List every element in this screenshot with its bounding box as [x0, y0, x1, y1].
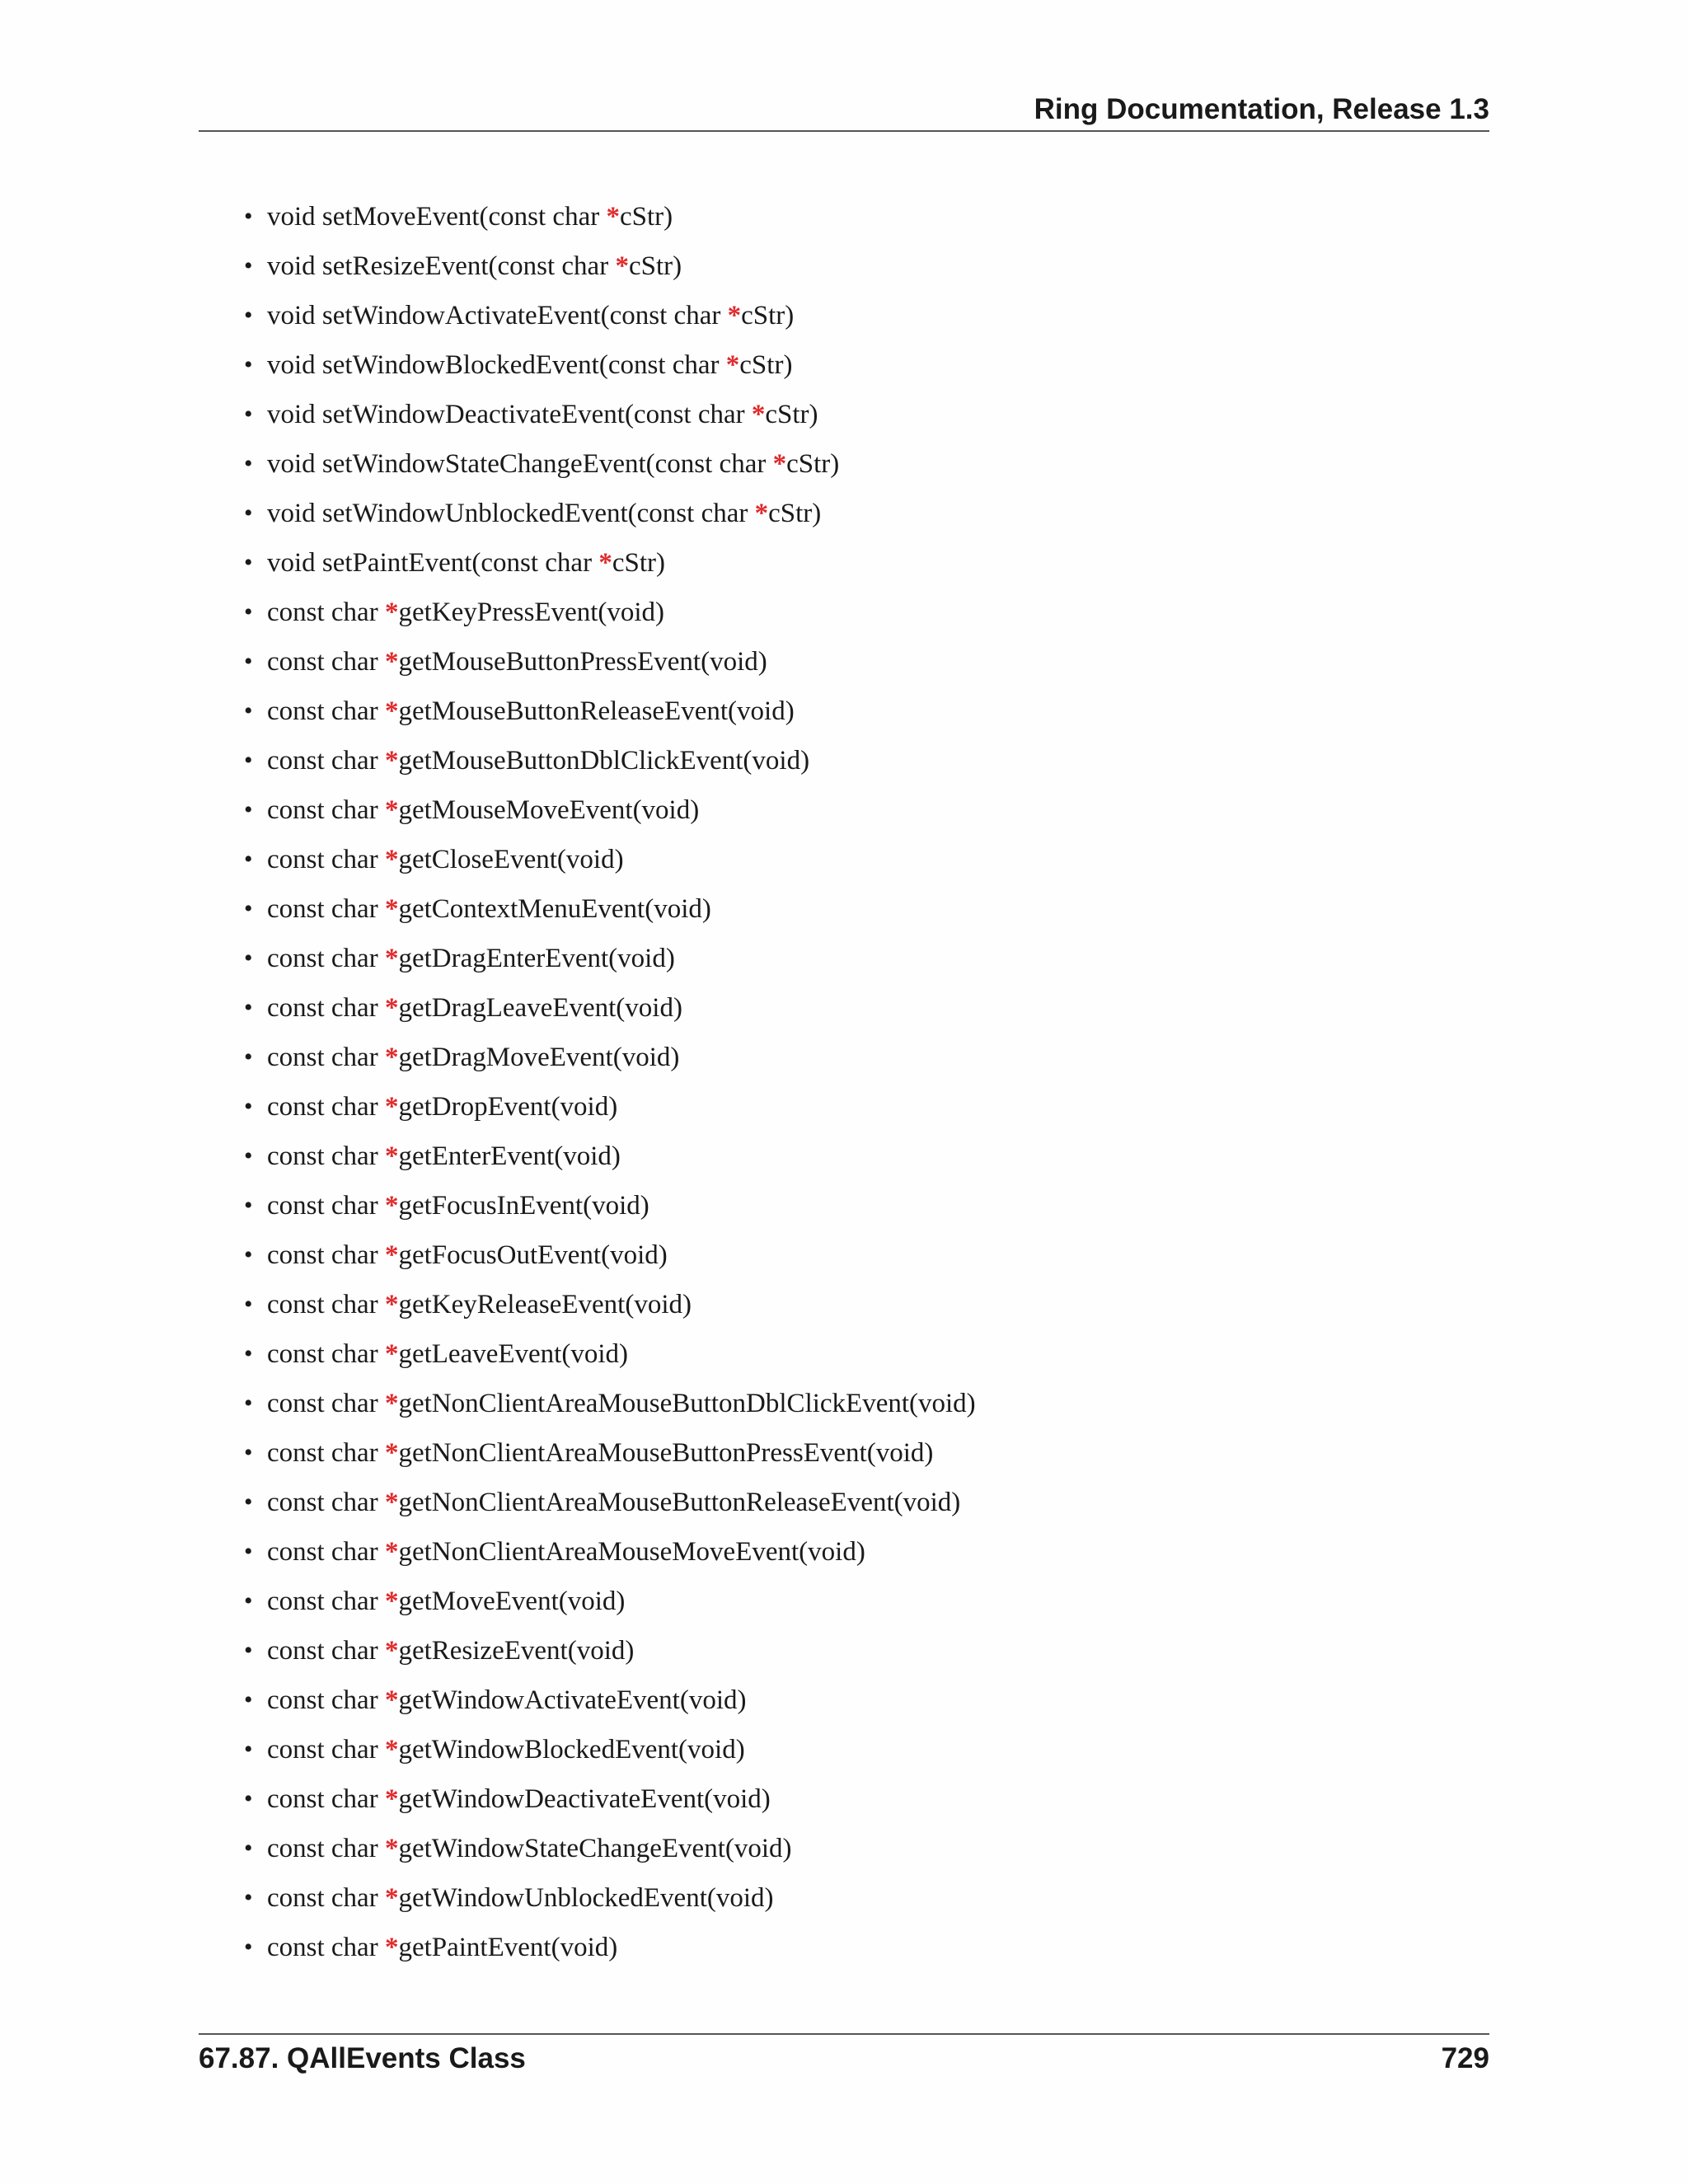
signature-suffix: cStr) — [786, 449, 840, 479]
bullet-icon: • — [244, 1291, 253, 1318]
list-item — [244, 1428, 976, 1478]
pointer-star: * — [384, 1438, 399, 1468]
bullet-icon: • — [244, 1192, 253, 1219]
list-item — [244, 1675, 976, 1725]
signature-prefix: const char — [267, 1933, 385, 1962]
signature-suffix: cStr) — [768, 499, 822, 528]
pointer-star: * — [384, 795, 399, 825]
list-item — [244, 390, 976, 439]
signature-suffix: getDropEvent(void) — [398, 1092, 618, 1122]
bullet-icon: • — [244, 1587, 253, 1615]
pointer-star: * — [384, 647, 399, 677]
list-item — [244, 588, 976, 637]
pointer-star: * — [384, 1883, 399, 1913]
bullet-icon: • — [244, 401, 253, 428]
list-item — [244, 340, 976, 390]
bullet-icon: • — [244, 1043, 253, 1071]
bullet-icon: • — [244, 648, 253, 675]
bullet-icon: • — [244, 203, 253, 230]
signature-suffix: cStr) — [619, 202, 673, 232]
bullet-icon: • — [244, 1538, 253, 1565]
page-header-title: Ring Documentation, Release 1.3 — [1034, 93, 1489, 125]
signature-prefix: const char — [267, 944, 385, 973]
list-item — [244, 241, 976, 291]
signature-suffix: getMouseButtonDblClickEvent(void) — [398, 746, 810, 776]
function-list — [244, 192, 976, 1972]
pointer-star: * — [598, 548, 612, 578]
list-item — [244, 1132, 976, 1181]
bullet-icon: • — [244, 1390, 253, 1417]
signature-prefix: const char — [267, 1735, 385, 1765]
signature-suffix: getMouseButtonPressEvent(void) — [398, 647, 767, 677]
signature-prefix: const char — [267, 1389, 385, 1418]
list-item — [244, 1923, 976, 1972]
signature-prefix: const char — [267, 1092, 385, 1122]
list-item — [244, 835, 976, 884]
bullet-icon: • — [244, 1736, 253, 1763]
bullet-icon: • — [244, 994, 253, 1021]
list-item — [244, 291, 976, 340]
list-item — [244, 1181, 976, 1230]
list-item — [244, 489, 976, 538]
signature-suffix: cStr) — [765, 400, 818, 429]
bullet-icon: • — [244, 1488, 253, 1516]
signature-suffix: cStr) — [612, 548, 665, 578]
signature-suffix: getPaintEvent(void) — [398, 1933, 618, 1962]
signature-suffix: getFocusOutEvent(void) — [398, 1240, 668, 1270]
pointer-star: * — [606, 202, 620, 232]
signature-prefix: const char — [267, 1240, 385, 1270]
signature-prefix: const char — [267, 1586, 385, 1616]
signature-prefix: void setWindowUnblockedEvent(const char — [267, 499, 755, 528]
pointer-star: * — [384, 1240, 399, 1270]
bullet-icon: • — [244, 796, 253, 823]
signature-suffix: getNonClientAreaMouseButtonPressEvent(void) — [398, 1438, 934, 1468]
list-item — [244, 1082, 976, 1132]
list-item — [244, 538, 976, 588]
footer-rule — [199, 2033, 1489, 2035]
signature-suffix: cStr) — [741, 301, 795, 330]
bullet-icon: • — [244, 302, 253, 329]
pointer-star: * — [384, 1389, 399, 1418]
pointer-star: * — [384, 993, 399, 1023]
list-item — [244, 884, 976, 934]
signature-suffix: getMouseButtonReleaseEvent(void) — [398, 696, 795, 726]
list-item — [244, 1329, 976, 1379]
signature-prefix: const char — [267, 1438, 385, 1468]
list-item — [244, 1577, 976, 1626]
list-item — [244, 1379, 976, 1428]
bullet-icon: • — [244, 846, 253, 873]
bullet-icon: • — [244, 1686, 253, 1713]
signature-prefix: const char — [267, 1290, 385, 1319]
bullet-icon: • — [244, 598, 253, 626]
bullet-icon: • — [244, 1835, 253, 1862]
signature-suffix: getWindowActivateEvent(void) — [398, 1685, 747, 1715]
signature-prefix: const char — [267, 1141, 385, 1171]
pointer-star: * — [725, 350, 740, 380]
bullet-icon: • — [244, 1933, 253, 1961]
signature-suffix: getFocusInEvent(void) — [398, 1191, 649, 1221]
bullet-icon: • — [244, 351, 253, 378]
signature-prefix: const char — [267, 1339, 385, 1369]
signature-suffix: getDragLeaveEvent(void) — [398, 993, 682, 1023]
pointer-star: * — [754, 499, 769, 528]
signature-suffix: getNonClientAreaMouseMoveEvent(void) — [398, 1537, 865, 1567]
pointer-star: * — [384, 1735, 399, 1765]
pointer-star: * — [384, 1191, 399, 1221]
signature-prefix: const char — [267, 1685, 385, 1715]
signature-suffix: cStr) — [739, 350, 793, 380]
pointer-star: * — [384, 1092, 399, 1122]
pointer-star: * — [384, 1043, 399, 1072]
signature-prefix: void setWindowStateChangeEvent(const char — [267, 449, 773, 479]
signature-suffix: getResizeEvent(void) — [398, 1636, 635, 1666]
bullet-icon: • — [244, 1142, 253, 1169]
bullet-icon: • — [244, 1884, 253, 1911]
list-item — [244, 637, 976, 687]
bullet-icon: • — [244, 747, 253, 774]
signature-suffix: getWindowUnblockedEvent(void) — [398, 1883, 774, 1913]
list-item — [244, 1527, 976, 1577]
signature-prefix: const char — [267, 1488, 385, 1517]
signature-suffix: getContextMenuEvent(void) — [398, 894, 711, 924]
signature-prefix: const char — [267, 993, 385, 1023]
list-item — [244, 736, 976, 785]
signature-suffix: getWindowDeactivateEvent(void) — [398, 1784, 771, 1814]
bullet-icon: • — [244, 1785, 253, 1812]
pointer-star: * — [384, 1488, 399, 1517]
signature-suffix: cStr) — [628, 251, 682, 281]
pointer-star: * — [384, 598, 399, 627]
bullet-icon: • — [244, 252, 253, 279]
bullet-icon: • — [244, 1093, 253, 1120]
pointer-star: * — [384, 894, 399, 924]
list-item — [244, 1478, 976, 1527]
bullet-icon: • — [244, 944, 253, 972]
signature-prefix: void setWindowBlockedEvent(const char — [267, 350, 726, 380]
list-item — [244, 934, 976, 983]
pointer-star: * — [384, 1586, 399, 1616]
pointer-star: * — [384, 845, 399, 874]
signature-prefix: const char — [267, 1191, 385, 1221]
signature-prefix: const char — [267, 795, 385, 825]
signature-suffix: getKeyPressEvent(void) — [398, 598, 665, 627]
signature-suffix: getMoveEvent(void) — [398, 1586, 626, 1616]
list-item — [244, 687, 976, 736]
list-item — [244, 1824, 976, 1873]
signature-prefix: const char — [267, 1834, 385, 1863]
list-item — [244, 439, 976, 489]
pointer-star: * — [384, 696, 399, 726]
signature-prefix: const char — [267, 1537, 385, 1567]
pointer-star: * — [615, 251, 629, 281]
bullet-icon: • — [244, 1637, 253, 1664]
list-item — [244, 785, 976, 835]
pointer-star: * — [384, 1636, 399, 1666]
signature-prefix: const char — [267, 746, 385, 776]
bullet-icon: • — [244, 1241, 253, 1268]
signature-suffix: getWindowStateChangeEvent(void) — [398, 1834, 792, 1863]
signature-prefix: const char — [267, 1784, 385, 1814]
signature-prefix: void setWindowDeactivateEvent(const char — [267, 400, 752, 429]
signature-prefix: void setResizeEvent(const char — [267, 251, 616, 281]
signature-prefix: const char — [267, 894, 385, 924]
bullet-icon: • — [244, 499, 253, 527]
signature-prefix: const char — [267, 1043, 385, 1072]
pointer-star: * — [727, 301, 742, 330]
list-item — [244, 1725, 976, 1774]
signature-suffix: getMouseMoveEvent(void) — [398, 795, 700, 825]
signature-suffix: getLeaveEvent(void) — [398, 1339, 628, 1369]
signature-suffix: getEnterEvent(void) — [398, 1141, 621, 1171]
bullet-icon: • — [244, 549, 253, 576]
pointer-star: * — [384, 1685, 399, 1715]
list-item — [244, 1626, 976, 1675]
signature-prefix: const char — [267, 845, 385, 874]
footer-page-number: 729 — [1441, 2042, 1489, 2074]
pointer-star: * — [384, 1141, 399, 1171]
footer-section-title: 67.87. QAllEvents Class — [199, 2042, 526, 2074]
signature-prefix: void setWindowActivateEvent(const char — [267, 301, 728, 330]
signature-suffix: getDragMoveEvent(void) — [398, 1043, 680, 1072]
list-item — [244, 983, 976, 1033]
list-item — [244, 1873, 976, 1923]
bullet-icon: • — [244, 697, 253, 724]
signature-suffix: getCloseEvent(void) — [398, 845, 624, 874]
bullet-icon: • — [244, 1340, 253, 1367]
signature-prefix: void setPaintEvent(const char — [267, 548, 599, 578]
list-item — [244, 1033, 976, 1082]
list-item — [244, 1774, 976, 1824]
signature-suffix: getNonClientAreaMouseButtonReleaseEvent(void) — [398, 1488, 961, 1517]
list-item — [244, 192, 976, 241]
signature-suffix: getDragEnterEvent(void) — [398, 944, 675, 973]
pointer-star: * — [384, 1290, 399, 1319]
pointer-star: * — [751, 400, 766, 429]
list-item — [244, 1230, 976, 1280]
pointer-star: * — [384, 1933, 399, 1962]
list-item — [244, 1280, 976, 1329]
pointer-star: * — [384, 1339, 399, 1369]
pointer-star: * — [384, 1834, 399, 1863]
signature-prefix: const char — [267, 696, 385, 726]
signature-prefix: void setMoveEvent(const char — [267, 202, 607, 232]
bullet-icon: • — [244, 1439, 253, 1466]
pointer-star: * — [384, 1784, 399, 1814]
bullet-icon: • — [244, 895, 253, 922]
pointer-star: * — [384, 1537, 399, 1567]
signature-suffix: getNonClientAreaMouseButtonDblClickEvent(void) — [398, 1389, 976, 1418]
signature-prefix: const char — [267, 647, 385, 677]
signature-suffix: getKeyReleaseEvent(void) — [398, 1290, 692, 1319]
signature-prefix: const char — [267, 1636, 385, 1666]
pointer-star: * — [384, 746, 399, 776]
pointer-star: * — [384, 944, 399, 973]
bullet-icon: • — [244, 450, 253, 477]
signature-prefix: const char — [267, 1883, 385, 1913]
signature-suffix: getWindowBlockedEvent(void) — [398, 1735, 745, 1765]
signature-prefix: const char — [267, 598, 385, 627]
pointer-star: * — [772, 449, 787, 479]
header-rule — [199, 130, 1489, 132]
